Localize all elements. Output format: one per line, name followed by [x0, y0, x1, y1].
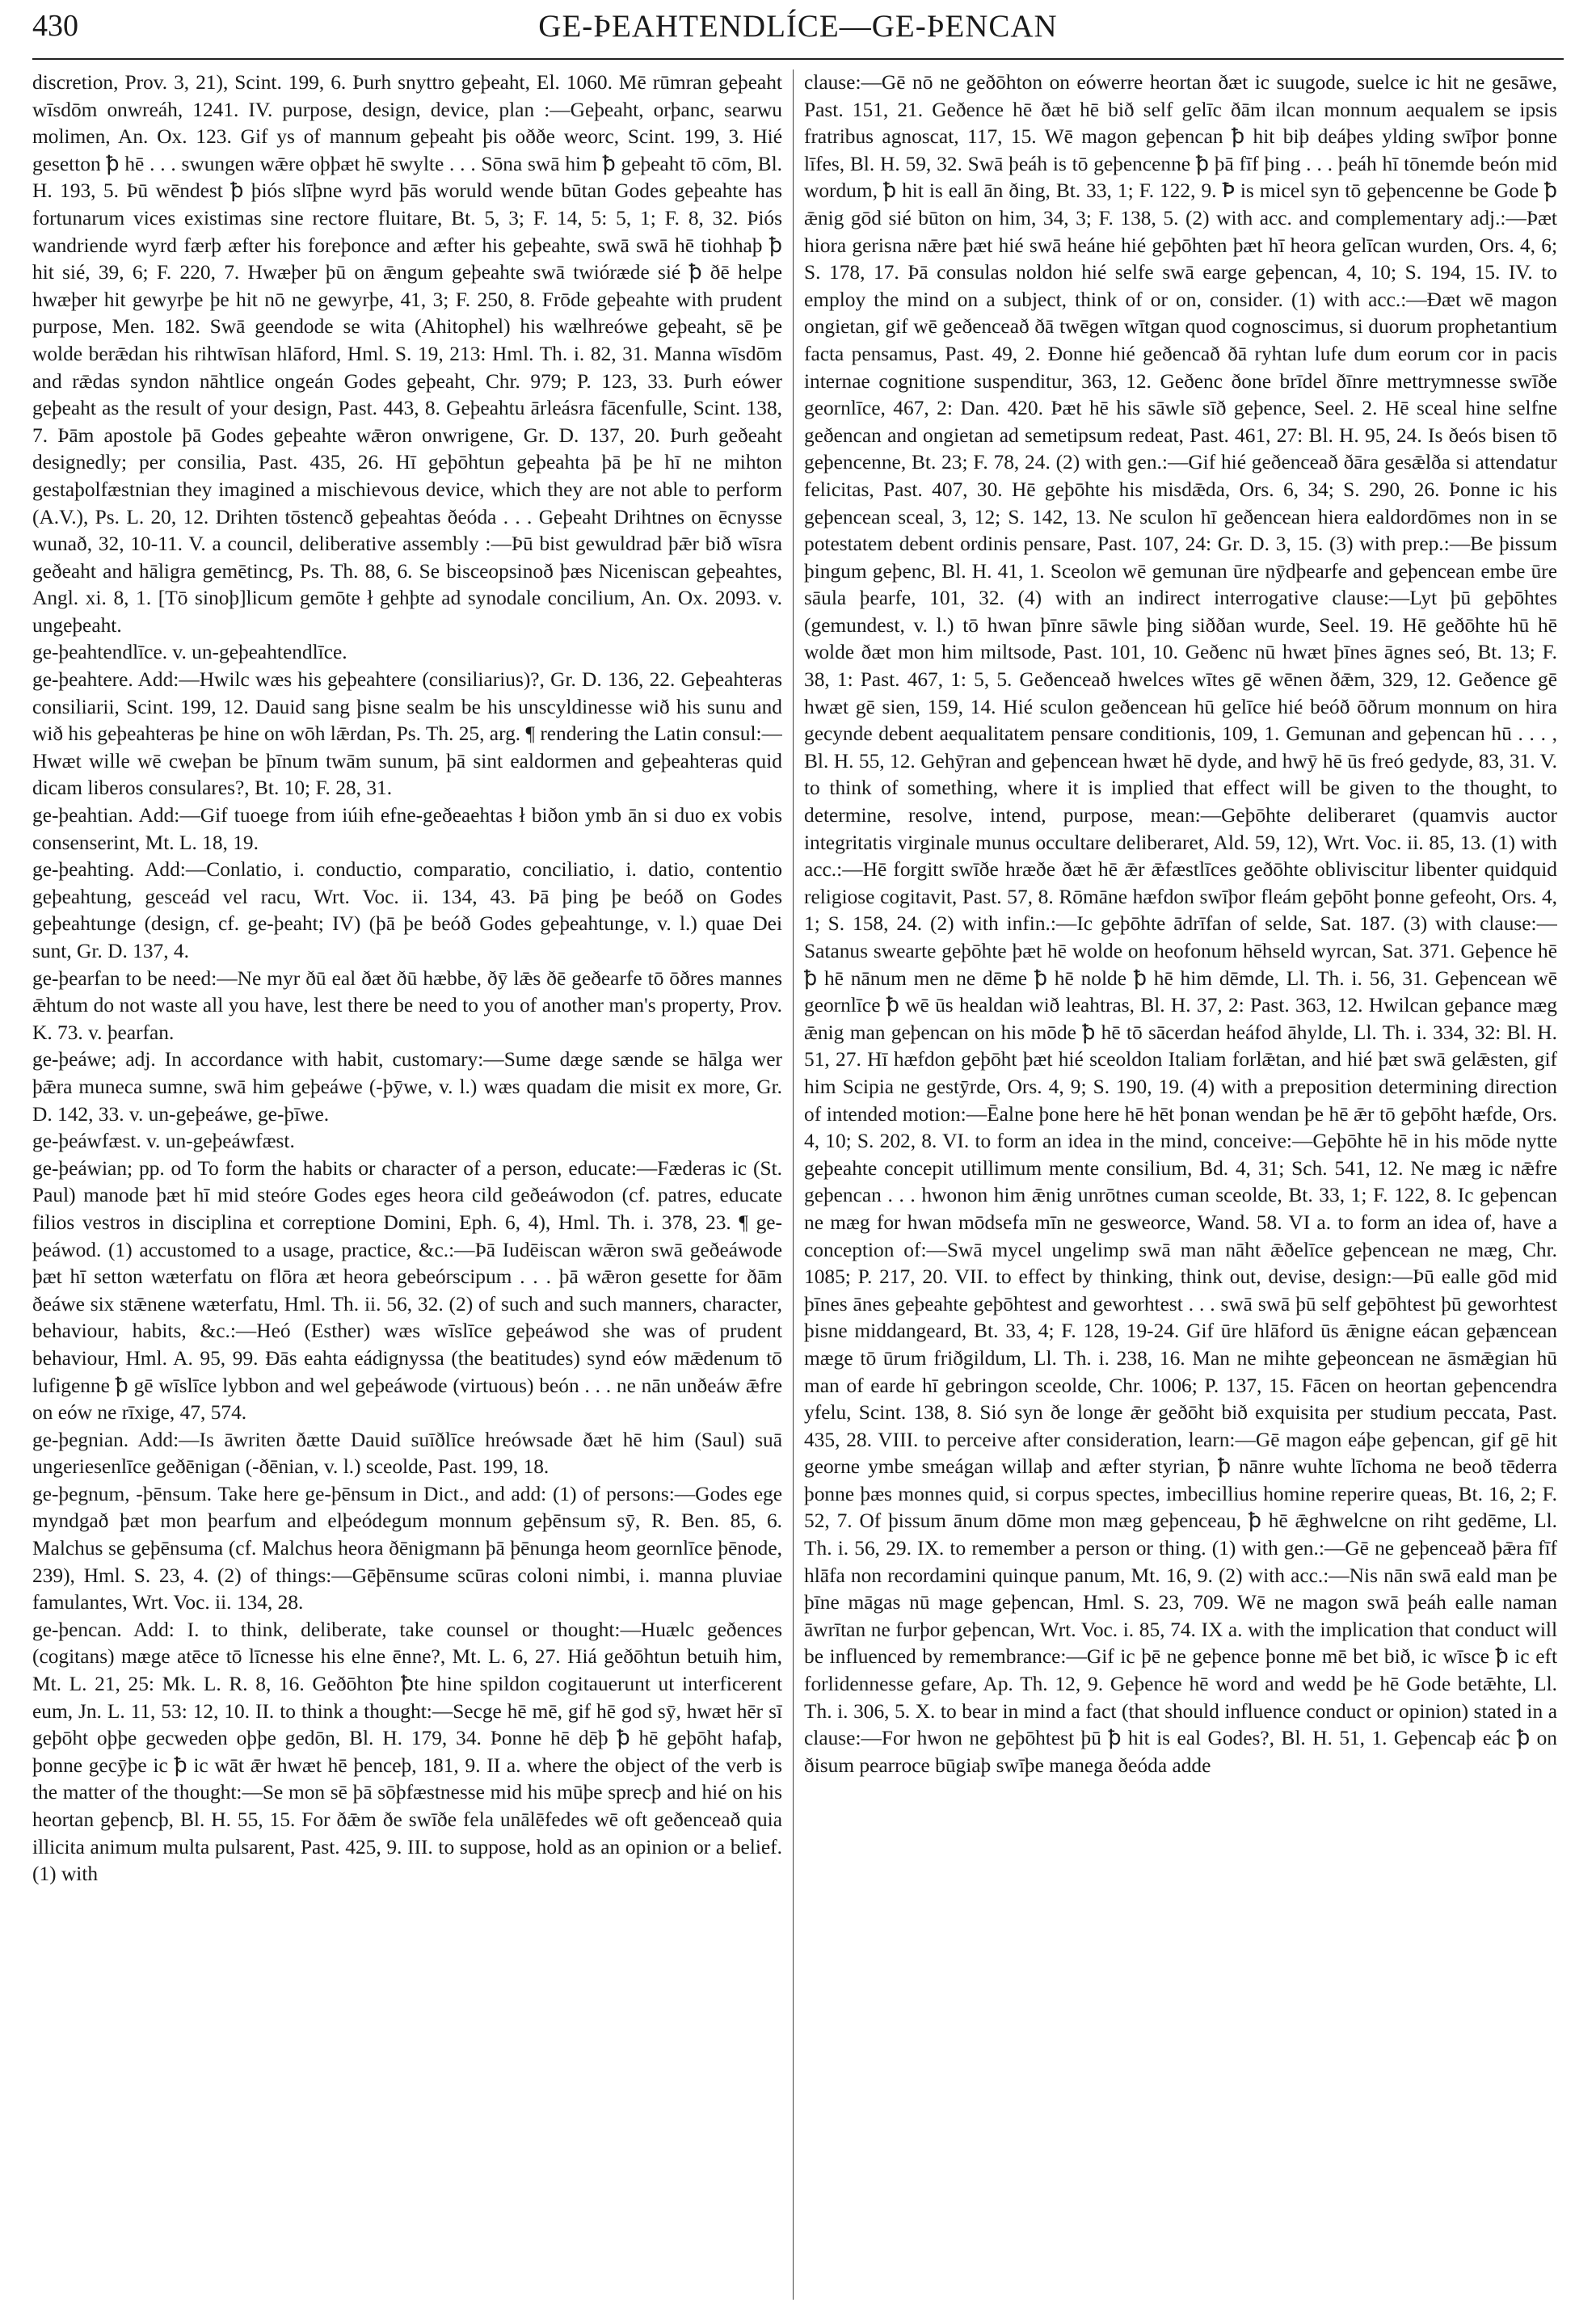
- page-header: [0, 0, 1596, 68]
- dictionary-entry: ge-þeahtian. Add:—Gif tuoege from iúih efne-geðeaehtas ł biðon ymb ān si duo ex vobis consenserint, Mt. L. 18, 19.: [32, 804, 782, 854]
- dictionary-entry: ge-þeahtendlīce. v. un-geþeahtendlīce.: [32, 641, 347, 664]
- dictionary-entry: ge-þencan. Add: I. to think, deliberate, take counsel or thought:—Huælc geðences (cogitans) mæge atēce tō līcnesse his elne ēnne?, Mt. L. 6, 27. Hiá geðōhtun betuih him, Mt. L. 21, 25: Mk. L. R. 8, 16. Geðōhton ꝥte hine spildon cogitauerunt ut interficerent eum, Jn. L. 11, 53: 12, 10. II. to think a thought:—Secge hē mē, gif hē god sȳ, hwæt hēr sī geþōht oþþe gecweden oþþe gedōn, Bl. H. 179, 34. Þonne hē dēþ ꝥ hē geþōht hafaþ, þonne gecȳþe ic ꝥ ic wāt ǣr hwæt hē þenceþ, 181, 9. II a. where the object of the verb is the matter of the thought:—Se mon sē þā sōþfæstnesse mid his mūþe sprecþ and hié on his heortan geþencþ, Bl. H. 55, 15. For ðǣm ðe swīðe fela unālēfedes wē oft geðenceað quia illicita animum multa pulsarent, Past. 425, 9. III. to suppose, hold as an opinion or a belief. (1) with: [32, 1618, 782, 1886]
- entry-continuation: discretion, Prov. 3, 21), Scint. 199, 6. Þurh snyttro geþeaht, El. 1060. Mē rūmran geþeaht wīsdōm onwreáh, 1241. IV. purpose, design, device, plan :—Geþeaht, orþanc, searwu molimen, An. Ox. 123. Gif ys of mannum geþeaht þis oððe weorc, Scint. 199, 3. Hié gesetton ꝥ hē . . . swungen wǣre oþþæt hē swylte . . . Sōna swā him ꝥ geþeaht tō cōm, Bl. H. 193, 5. Þū wēndest ꝥ þiós slīþne wyrd þās woruld wende būtan Godes geþeahte has fortunarum vices existimas sine rectore fluitare, Bt. 5, 3; F. 14, 5: 5, 1; F. 8, 32. Þiós wandriende wyrd færþ æfter his foreþonce and æfter his geþeahte, swā swā hē tiohhaþ ꝥ hit sié, 39, 6; F. 220, 7. Hwæþer þū on ǣngum geþeahte swā twióræde sié ꝥ ðē helpe hwæþer hit gewyrþe þe hit nō ne gewyrþe, 41, 3; F. 250, 8. Frōde geþeahte with prudent purpose, Men. 182. Swā geendode se wita (Ahitophel) his wælhreówe geþeaht, sē þe wolde berǣdan his rihtwīsan hlāford, Hml. S. 19, 213: Hml. Th. i. 82, 31. Manna wīsdōm and rǣdas syndon nāhtlice ongeán Godes geþeaht, Chr. 979; P. 123, 33. Þurh eówer geþeaht as the result of your design, Past. 443, 8. Geþeahtu ārleásra fācenfulle, Scint. 138, 7. Þām apostole þā Godes geþeahte wǣron onwrigene, Gr. D. 137, 20. Þurh geðeaht designedly; per consilia, Past. 435, 26. Hī geþōhtun geþeahta þā þe hī ne mihton gestaþolfæstnian they imagined a mischievous device, which they are not able to perform (A.V.), Ps. L. 20, 12. Drihten tōstencð geþeahtas ðeóda . . . Geþeaht Drihtnes on ēcnysse wunað, 32, 10-11. V. a council, deliberative assembly :—Þū bist gewuldrad þǣr bið wīsra geðeaht and hāligra gemētincg, Ps. Th. 88, 6. Se bisceopsinoð þæs Niceniscan geþeahtes, Angl. xi. 8, 1. [Tō sinoþ]licum gemōte ł gehþte ad synodale concilium, An. Ox. 2093. v. ungeþeaht.: [32, 71, 782, 637]
- column-divider: [793, 69, 794, 2300]
- dictionary-entry: ge-þeáwe; adj. In accordance with habit, customary:—Sume dæge sænde se hālga wer þǣra muneca sumne, swā him geþeáwe (-þȳwe, v. l.) wæs quadam die misit ex more, Gr. D. 142, 33. v. un-geþeáwe, ge-þīwe.: [32, 1048, 782, 1126]
- page-number: 430: [32, 9, 78, 43]
- dictionary-entry: ge-þearfan to be need:—Ne myr ðū eal ðæt ðū hæbbe, ðȳ lǣs ðē geðearfe tō ōðres mannes ǣhtum do not waste all you have, lest there be need to you of another man's property, Prov. K. 73. v. þearfan.: [32, 966, 782, 1044]
- right-column: [804, 69, 1557, 2300]
- dictionary-entry: ge-þeahting. Add:—Conlatio, i. conductio, comparatio, conciliatio, i. datio, contentio geþeahtung, gesceád vel racu, Wrt. Voc. ii. 134, 43. Þā þing þe beóð on Godes geþeahtunge (design, cf. ge-þeaht; IV) (þā þe beóð Godes geþeahtunge, v. l.) quae Dei sunt, Gr. D. 137, 4.: [32, 858, 782, 962]
- running-head: GE-ÞEAHTENDLÍCE—GE-ÞENCAN: [538, 9, 1058, 44]
- dictionary-entry: ge-þeahtere. Add:—Hwilc wæs his geþeahtere (consiliarius)?, Gr. D. 136, 22. Geþeahteras consiliarii, Scint. 199, 12. Dauid sang þisne sealm be his unscyldinesse wið his sunu and wið his geþeahteras þe hine on wōh lǣrdan, Ps. Th. 25, arg. ¶ rendering the Latin consul:—Hwæt wille wē cweþan be þīnum twām sunum, þā sint ealdormen and geþeahteras quid dicam liberos consulares?, Bt. 10; F. 28, 31.: [32, 668, 782, 800]
- left-column: [32, 69, 782, 2300]
- dictionary-entry: ge-þegnian. Add:—Is āwriten ðætte Dauid suīðlīce hreówsade ðæt hē him (Saul) suā ungeriesenlīce geðēnigan (-ðēnian, v. l.) sceolde, Past. 199, 18.: [32, 1428, 782, 1479]
- header-rule: [32, 58, 1564, 60]
- dictionary-entry: ge-þeáwfæst. v. un-geþeáwfæst.: [32, 1130, 295, 1153]
- dictionary-entry: ge-þegnum, -þēnsum. Take here ge-þēnsum in Dict., and add: (1) of persons:—Godes ege myndgað þæt mon þearfum and elþeódegum monnum geþēnsum sȳ, R. Ben. 85, 6. Malchus se geþēnsuma (cf. Malchus heora ðēnigmann þā þēnunga heom geornlīce þēnode, 239), Hml. S. 23, 4. (2) of things:—Gēþēnsume scūras coloni nimbi, i. manna pluviae famulantes, Wrt. Voc. ii. 134, 28.: [32, 1482, 782, 1614]
- dictionary-entry: ge-þeáwian; pp. od To form the habits or character of a person, educate:—Fæderas ic (St. Paul) manode þæt hī mid steóre Godes eges heora cild geðeáwodon (cf. patres, educate filios vestros in disciplina et correptione Domini, Eph. 6, 4), Hml. Th. i. 378, 23. ¶ ge-þeáwod. (1) accustomed to a usage, practice, &c.:—Þā Iudēiscan wǣron swā geðeáwode þæt hī setton wæterfatu on flōra æt heora gebeórscipum . . . þā wǣron gesette for ðām ðeáwe six stǣnene wæterfatu, Hml. Th. ii. 56, 32. (2) of such and such manners, character, behaviour, habits, &c.:—Heó (Esther) wæs wīslīce geþeáwod she was of prudent behaviour, Hml. A. 95, 99. Ðās eahta eádignyssa (the beatitudes) synd eów mǣdenum tō lufigenne ꝥ gē wīslīce lybbon and wel geþeáwode (virtuous) beón . . . ne nān unðeáw ǣfre on eów ne rīxige, 47, 574.: [32, 1156, 782, 1425]
- entry-continuation: clause:—Gē nō ne geðōhton on eówerre heortan ðæt ic suugode, suelce ic hit ne gesāwe, Past. 151, 21. Geðence hē ðæt hē bið self gelīc ðām ilcan monnum aequalem se ipsis fratribus agnoscat, 117, 15. Wē magon geþencan ꝥ hit biþ deáþes ylding swīþor þonne līfes, Bl. H. 59, 32. Swā þeáh is tō geþencenne ꝥ þā fīf þing . . . þeáh hī tōnemde beón mid wordum, ꝥ hit is eall ān ðing, Bt. 33, 1; F. 122, 9. Ꝥ is micel syn tō geþencenne be Gode ꝥ ǣnig gōd sié būton on him, 34, 3; F. 138, 5. (2) with acc. and complementary adj.:—Þæt hiora gerisna nǣre þæt hié swā heáne hié geþōhten þæt hī heora gelīcan wurden, Ors. 4, 6; S. 178, 17. Þā consulas noldon hié selfe swā earge geþencan, 4, 10; S. 194, 15. IV. to employ the mind on a subject, think of or on, consider. (1) with acc.:—Ðæt wē magon ongietan, gif wē geðenceað ðā twēgen wītgan quod cognoscimus, si duorum prophetantium facta pensamus, Past. 49, 2. Ðonne hié geðencað ðā ryhtan lufe dum eorum cor in pacis internae cognitione suspenditur, 363, 12. Geðenc ðone brīdel ðīnre mettrymnesse swīðe geornlīce, 467, 2: Dan. 420. Þæt hē his sāwle sīð geþence, Seel. 2. Hē sceal hine selfne geðencan and ongietan ad semetipsum redeat, Past. 461, 27: Bl. H. 95, 24. Is ðeós bisen tō geþencenne, Bt. 23; F. 78, 24. (2) with gen.:—Gif hié geðenceað ðāra gesǣlða si attendatur felicitas, Past. 407, 30. Hē geþōhte his misdǣda, Ors. 6, 34; S. 290, 26. Þonne ic his geþencean sceal, 3, 12; S. 142, 13. Ne sculon hī geðencean hiera ealdordōmes non in se potestatem debent ordinis pensare, Past. 107, 24: Gr. D. 3, 15. (3) with prep.:—Be þissum þingum geþenc, Bl. H. 41, 1. Sceolon wē gemunan ūre nȳdþearfe and geþencean embe ūre sāula þearfe, 101, 32. (4) with an indirect interrogative clause:—Lyt þū geþōhtes (gemundest, v. l.) tō hwan þīnre sāwle þing siððan wurde, Seel. 19. Hē geðōhte hū hē wolde ðæt mon him miltsode, Past. 101, 10. Geðenc nū hwæt þīnes āgnes seó, Bt. 13; F. 38, 1: Past. 467, 1: 5, 5. Geðenceað hwelces wītes gē wēnen ðǣm, 329, 12. Geðence gē hwæt gē sien, 159, 14. Hié sculon geðencean hū gelīce hié beóð ōðrum monnum on hira gecynde debent aequalitatem pensare conditionis, 109, 1. Gemunan and geþencan hū . . . , Bl. H. 55, 12. Gehȳran and geþencean hwæt hē dyde, and hwȳ hē ūs freó gedyde, 83, 31. V. to think of something, where it is implied that effect will be given to the thought, to determine, resolve, intend, purpose, mean:—Geþōhte deliberaret (quamvis auctor integritatis virginale munus occultare deliberaret, Ald. 59, 12), Wrt. Voc. ii. 85, 13. (1) with acc.:—Hē forgitt swīðe hræðe ðæt hē ǣr ǣfæstlīces geðōhte obliviscitur libenter quidquid religiose cogitavit, Past. 57, 8. Rōmāne hæfdon swīþor fleám geþōht þonne gefeoht, Ors. 4, 1; S. 158, 24. (2) with infin.:—Ic geþōhte ādrīfan of selde, Sat. 187. (3) with clause:—Satanus swearte geþōhte þæt hē wolde on heofonum hēhseld wyrcan, Sat. 371. Geþence hē ꝥ hē nānum men ne dēme ꝥ hē nolde ꝥ hē him dēmde, Ll. Th. i. 56, 31. Geþencean wē geornlīce ꝥ wē ūs healdan wið leahtras, Bl. H. 37, 2: Past. 363, 12. Hwilcan geþance mæg ǣnig man geþencan on his mōde ꝥ hē tō sācerdan heáfod āhylde, Ll. Th. i. 334, 32: Bl. H. 51, 27. Hī hæfdon geþōht þæt hié sceoldon Italiam forlǣtan, and hié þæt swā gelǣsten, gif him Scipia ne gestȳrde, Ors. 4, 9; S. 190, 19. (4) with a preposition determining direction of intended motion:—Ēalne þone here hē hēt þonan wendan þe hē ǣr tō geþōht hæfde, Ors. 4, 10; S. 202, 8. VI. to form an idea in the mind, conceive:—Geþōhte hē in his mōde nytte geþeahte concepit utillimum mente consilium, Bd. 4, 31; Sch. 541, 12. Ne mæg ic nǣfre geþencan . . . hwonon him ǣnig unrōtnes cuman sceolde, Bt. 33, 1; F. 122, 8. Ic geþencan ne mæg for hwan mōdsefa mīn ne gesweorce, Wand. 58. VI a. to form an idea of, have a conception of:—Swā mycel ungelimp swā man nāht ǣðelīce geþencean ne mæg, Chr. 1085; P. 217, 20. VII. to effect by thinking, think out, devise, design:—Þū ealle gōd mid þīnes ānes geþeahte geþōhtest and geworhtest . . . swā swā þū self geþōhtest þū geworhtest þisne middangeard, Bt. 33, 4; F. 128, 19-24. Gif ūre hlāford ūs ǣnigne eácan geþæncean mæge tō ūrum friðgildum, Ll. Th. i. 238, 16. Man ne mihte geþeoncean ne āsmǣgian hū man of earde hī gebringon sceolde, Chr. 1006; P. 137, 15. Fācen on heortan geþencendra yfelu, Scint. 138, 8. Sió syn ðe longe ǣr geðōht bið exquisita per studium peccata, Past. 435, 28. VIII. to perceive after consideration, learn:—Gē magon eáþe geþencan, gif gē hit geornе ymbe smeágan willaþ and æfter styrian, ꝥ nānre wuhte līchoma ne beoð tēderra þonne þæs monnes quid, si corpus spectes, imbecillius homine reperire queas, Bt. 16, 2; F. 52, 7. Of þissum ānum dōme mon mæg geþenceau, ꝥ hē ǣghwelcne on riht gedēme, Ll. Th. i. 56, 29. IX. to remember a person or thing. (1) with gen.:—Gē ne geþenceað þǣra fīf hlāfa non recordamini quinque panum, Mt. 16, 9. (2) with acc.:—Nis nān swā eald man þe þīne māgas nū mage geþencan, Hml. S. 23, 709. Wē ne magon swā þeáh ealle naman āwrītan ne furþor geþencan, Wrt. Voc. i. 85, 74. IX a. with the implication that conduct will be influenced by remembrance:—Gif ic þē ne geþence þonne mē bet bið, ic wīsce ꝥ ic eft forlidennesse gefare, Ap. Th. 12, 9. Geþence hē word and wedd þe hē Gode betǣhte, Ll. Th. i. 306, 5. X. to bear in mind a fact (that should influence conduct or opinion) stated in a clause:—For hwon ne geþōhtest þū ꝥ hit is eal Godes?, Bl. H. 51, 1. Geþencaþ eác ꝥ on ðisum pearroce būgiaþ swīþe manega ðeóda adde: [804, 71, 1557, 1777]
